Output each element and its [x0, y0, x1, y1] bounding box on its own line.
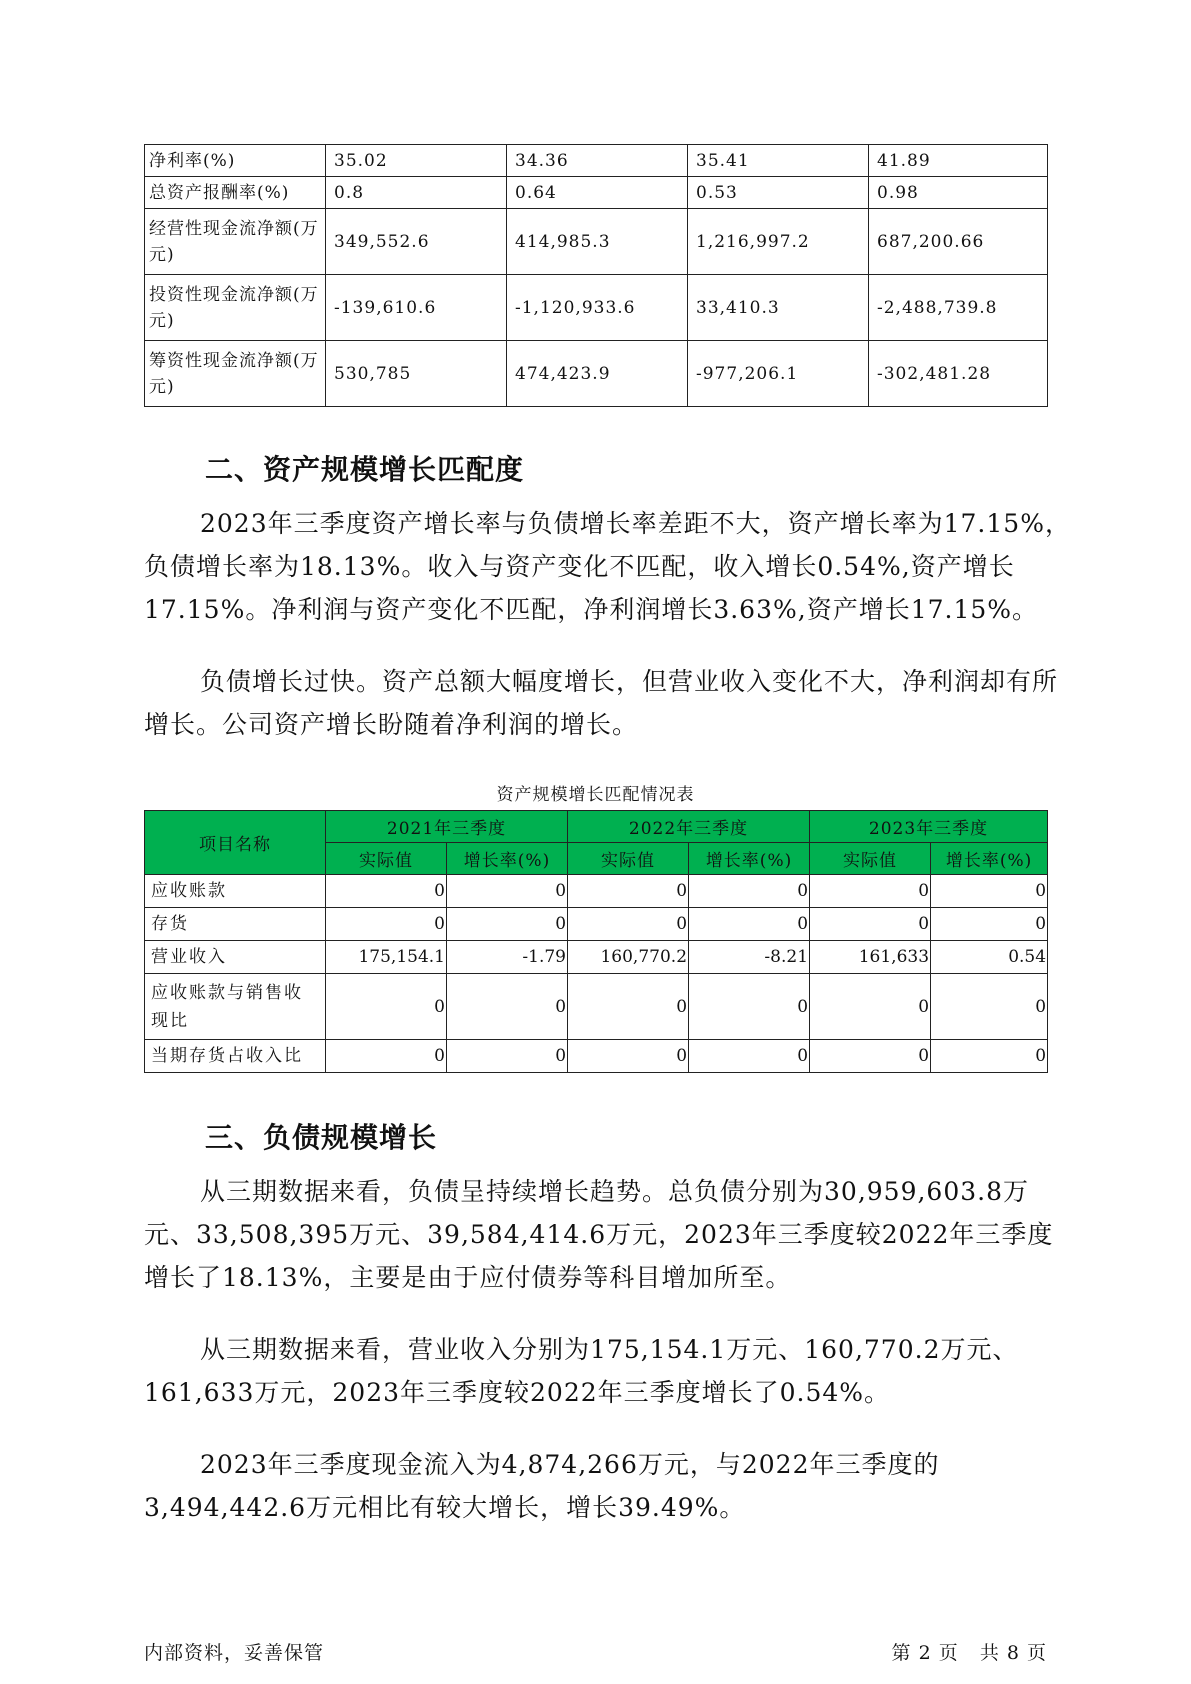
row-label: 筹资性现金流净额(万元): [145, 341, 326, 407]
table-cell: 0: [689, 908, 810, 941]
table-cell: 0: [326, 974, 447, 1040]
table-row: [145, 209, 1048, 275]
table-cell: 0.98: [869, 177, 1048, 209]
period-header: 2022年三季度: [568, 811, 810, 843]
table-cell: 349,552.6: [326, 209, 507, 275]
table-cell: 0: [931, 1040, 1048, 1073]
table-cell: 687,200.66: [869, 209, 1048, 275]
asset-growth-match-table: [144, 810, 1048, 1073]
table-row: [145, 145, 1048, 177]
table-cell: 0: [447, 1040, 568, 1073]
growth-rate-header: 增长率(%): [689, 843, 810, 875]
table-cell: 0: [810, 974, 931, 1040]
table-cell: -302,481.28: [869, 341, 1048, 407]
table-cell: 1,216,997.2: [688, 209, 869, 275]
table-cell: 0: [326, 1040, 447, 1073]
table-cell: 0: [931, 875, 1048, 908]
actual-value-header: 实际值: [568, 843, 689, 875]
table-cell: 0: [689, 974, 810, 1040]
table-cell: 34.36: [507, 145, 688, 177]
table-cell: 0: [931, 908, 1048, 941]
page-number: 第 2 页 共 8 页: [891, 1642, 1047, 1664]
table-cell: 160,770.2: [568, 941, 689, 974]
paragraph: 负债增长过快。资产总额大幅度增长，但营业收入变化不大，净利润却有所增长。公司资产增长盼随着净利润的增长。: [144, 667, 1059, 739]
table-cell: 0: [568, 974, 689, 1040]
table-cell: 0.64: [507, 177, 688, 209]
table-cell: 0: [326, 908, 447, 941]
paragraph: 从三期数据来看，负债呈持续增长趋势。总负债分别为30,959,603.8万元、33,508,395万元、39,584,414.6万元，2023年三季度较2022年三季度增长了18.13%，主要是由于应付债券等科目增加所至。: [144, 1177, 1054, 1292]
row-label: 经营性现金流净额(万元): [145, 209, 326, 275]
table-row: [145, 275, 1048, 341]
table-row: [145, 1040, 1048, 1073]
table-caption: 资产规模增长匹配情况表: [496, 785, 695, 805]
row-label: 存货: [145, 908, 326, 941]
row-label: 净利率(%): [145, 145, 326, 177]
table-cell: 0: [689, 1040, 810, 1073]
table-cell: 0: [568, 1040, 689, 1073]
growth-rate-header: 增长率(%): [931, 843, 1048, 875]
table-cell: 0.8: [326, 177, 507, 209]
row-label: 营业收入: [145, 941, 326, 974]
period-header: 2023年三季度: [810, 811, 1048, 843]
table-cell: 161,633: [810, 941, 931, 974]
header-row: [145, 811, 1048, 843]
table-cell: -2,488,739.8: [869, 275, 1048, 341]
table-cell: 0: [568, 908, 689, 941]
section-heading: 三、负债规模增长: [205, 1121, 438, 1154]
table-cell: 0.54: [931, 941, 1048, 974]
row-label: 应收账款与销售收现比: [145, 974, 326, 1040]
table-row: [145, 875, 1048, 908]
section-heading: 二、资产规模增长匹配度: [205, 453, 525, 486]
table-cell: 0: [447, 974, 568, 1040]
table-cell: 0: [931, 974, 1048, 1040]
table-row: [145, 341, 1048, 407]
table-cell: 0: [568, 875, 689, 908]
financial-indicators-table: [144, 144, 1048, 407]
table-cell: 414,985.3: [507, 209, 688, 275]
paragraph: 2023年三季度现金流入为4,874,266万元，与2022年三季度的3,494,442.6万元相比有较大增长，增长39.49%。: [144, 1450, 940, 1522]
period-header: 2021年三季度: [326, 811, 568, 843]
table-cell: -1,120,933.6: [507, 275, 688, 341]
table-cell: 530,785: [326, 341, 507, 407]
row-label: 应收账款: [145, 875, 326, 908]
table-cell: 0: [326, 875, 447, 908]
table-cell: 0: [810, 908, 931, 941]
table-cell: 35.41: [688, 145, 869, 177]
table-cell: 35.02: [326, 145, 507, 177]
table-cell: 0: [689, 875, 810, 908]
table-row: [145, 941, 1048, 974]
table-cell: 474,423.9: [507, 341, 688, 407]
table-row: [145, 177, 1048, 209]
row-label: 当期存货占收入比: [145, 1040, 326, 1073]
item-name-header: 项目名称: [145, 811, 326, 875]
table-cell: -977,206.1: [688, 341, 869, 407]
footer-confidential-note: 内部资料，妥善保管: [144, 1642, 325, 1664]
paragraph: 2023年三季度资产增长率与负债增长率差距不大，资产增长率为17.15%，负债增长率为18.13%。收入与资产变化不匹配，收入增长0.54%,资产增长17.15%。净利润与资产变化不匹配，净利润增长3.63%,资产增长17.15%。: [144, 509, 1071, 624]
actual-value-header: 实际值: [810, 843, 931, 875]
table-cell: -8.21: [689, 941, 810, 974]
growth-rate-header: 增长率(%): [447, 843, 568, 875]
paragraph: 从三期数据来看，营业收入分别为175,154.1万元、160,770.2万元、161,633万元，2023年三季度较2022年三季度增长了0.54%。: [144, 1335, 1019, 1407]
actual-value-header: 实际值: [326, 843, 447, 875]
table-cell: 33,410.3: [688, 275, 869, 341]
table-cell: 0: [447, 875, 568, 908]
table-row: [145, 908, 1048, 941]
table-cell: 175,154.1: [326, 941, 447, 974]
table-cell: 41.89: [869, 145, 1048, 177]
table-cell: 0.53: [688, 177, 869, 209]
row-label: 投资性现金流净额(万元): [145, 275, 326, 341]
table-cell: 0: [810, 1040, 931, 1073]
row-label: 总资产报酬率(%): [145, 177, 326, 209]
table-row: [145, 974, 1048, 1040]
table-cell: 0: [447, 908, 568, 941]
table-cell: -139,610.6: [326, 275, 507, 341]
table-cell: -1.79: [447, 941, 568, 974]
table-cell: 0: [810, 875, 931, 908]
